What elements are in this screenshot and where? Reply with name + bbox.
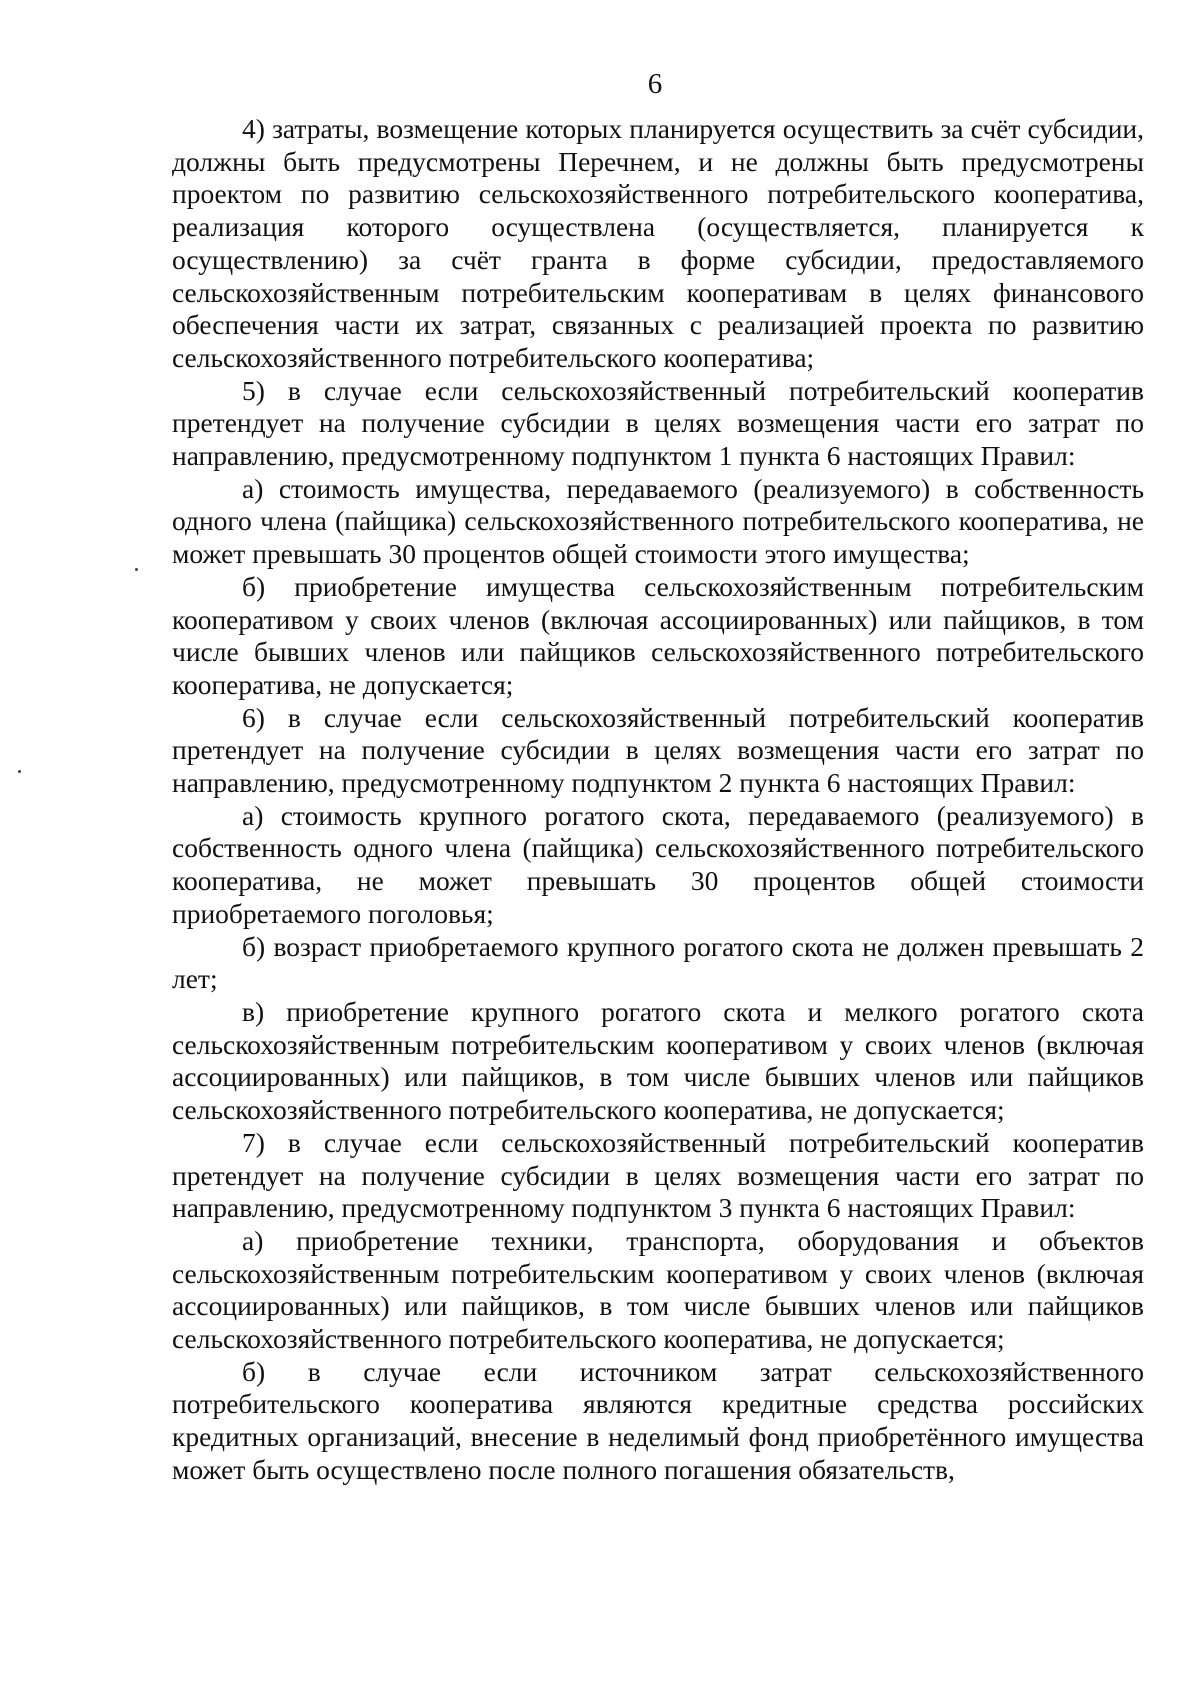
paragraph-item-5b: б) приобретение имущества сельскохозяйственным потребительским кооперативом у своих членов (включая ассоциированных) или пайщиков, в том числе бывших членов или пайщиков сельскохозяйственного потребительского кооператива, не допускается; (172, 570, 1144, 700)
paragraph-item-5a: а) стоимость имущества, передаваемого (реализуемого) в собственность одного члена (пайщика) сельскохозяйственного потребительского кооператива, не может превышать 30 процентов общей стоимости этого имущества; (172, 472, 1144, 570)
paragraph-item-5: 5) в случае если сельскохозяйственный потребительский кооператив претендует на получение субсидии в целях возмещения части его затрат по направлению, предусмотренному подпунктом 1 пункта 6 настоящих Правил: (172, 374, 1144, 472)
paragraph-item-6: 6) в случае если сельскохозяйственный потребительский кооператив претендует на получение субсидии в целях возмещения части его затрат по направлению, предусмотренному подпунктом 2 пункта 6 настоящих Правил: (172, 701, 1144, 799)
paragraph-item-7b: б) в случае если источником затрат сельскохозяйственного потребительского кооператива являются кредитные средства российских кредитных организаций, внесение в неделимый фонд приобретённого имущества может быть осуществлено после полного погашения обязательств, (172, 1355, 1144, 1485)
scan-artifact-dot (135, 568, 138, 571)
paragraph-item-4: 4) затраты, возмещение которых планируется осуществить за счёт субсидии, должны быть предусмотрены Перечнем, и не должны быть предусмотрены проектом по развитию сельскохозяйственного потребительского кооператива, реализация которого осуществлена (осуществляется, планируется к осуществлению) за счёт гранта в форме субсидии, предоставляемого сельскохозяйственным потребительским кооперативам в целях финансового обеспечения части их затрат, связанных с реализацией проекта по развитию сельскохозяйственного потребительского кооператива; (172, 113, 1144, 373)
paragraph-item-6a: а) стоимость крупного рогатого скота, передаваемого (реализуемого) в собственность одного члена (пайщика) сельскохозяйственного потребительского кооператива, не может превышать 30 процентов общей стоимости приобретаемого поголовья; (172, 799, 1144, 929)
paragraph-item-6v: в) приобретение крупного рогатого скота и мелкого рогатого скота сельскохозяйственным потребительским кооперативом у своих членов (включая ассоциированных) или пайщиков, в том числе бывших членов или пайщиков сельскохозяйственного потребительского кооператива, не допускается; (172, 995, 1144, 1126)
paragraph-item-6b: б) возраст приобретаемого крупного рогатого скота не должен превышать 2 лет; (172, 930, 1144, 995)
paragraph-item-7: 7) в случае если сельскохозяйственный потребительский кооператив претендует на получение субсидии в целях возмещения части его затрат по направлению, предусмотренному подпунктом 3 пункта 6 настоящих Правил: (172, 1126, 1144, 1224)
scan-artifact-dot (18, 770, 21, 773)
document-body (172, 113, 1144, 1487)
paragraph-item-7a: а) приобретение техники, транспорта, оборудования и объектов сельскохозяйственным потребительским кооперативом у своих членов (включая ассоциированных) или пайщиков, в том числе бывших членов или пайщиков сельскохозяйственного потребительского кооператива, не допускается; (172, 1224, 1144, 1355)
page-number: 6 (647, 68, 663, 100)
